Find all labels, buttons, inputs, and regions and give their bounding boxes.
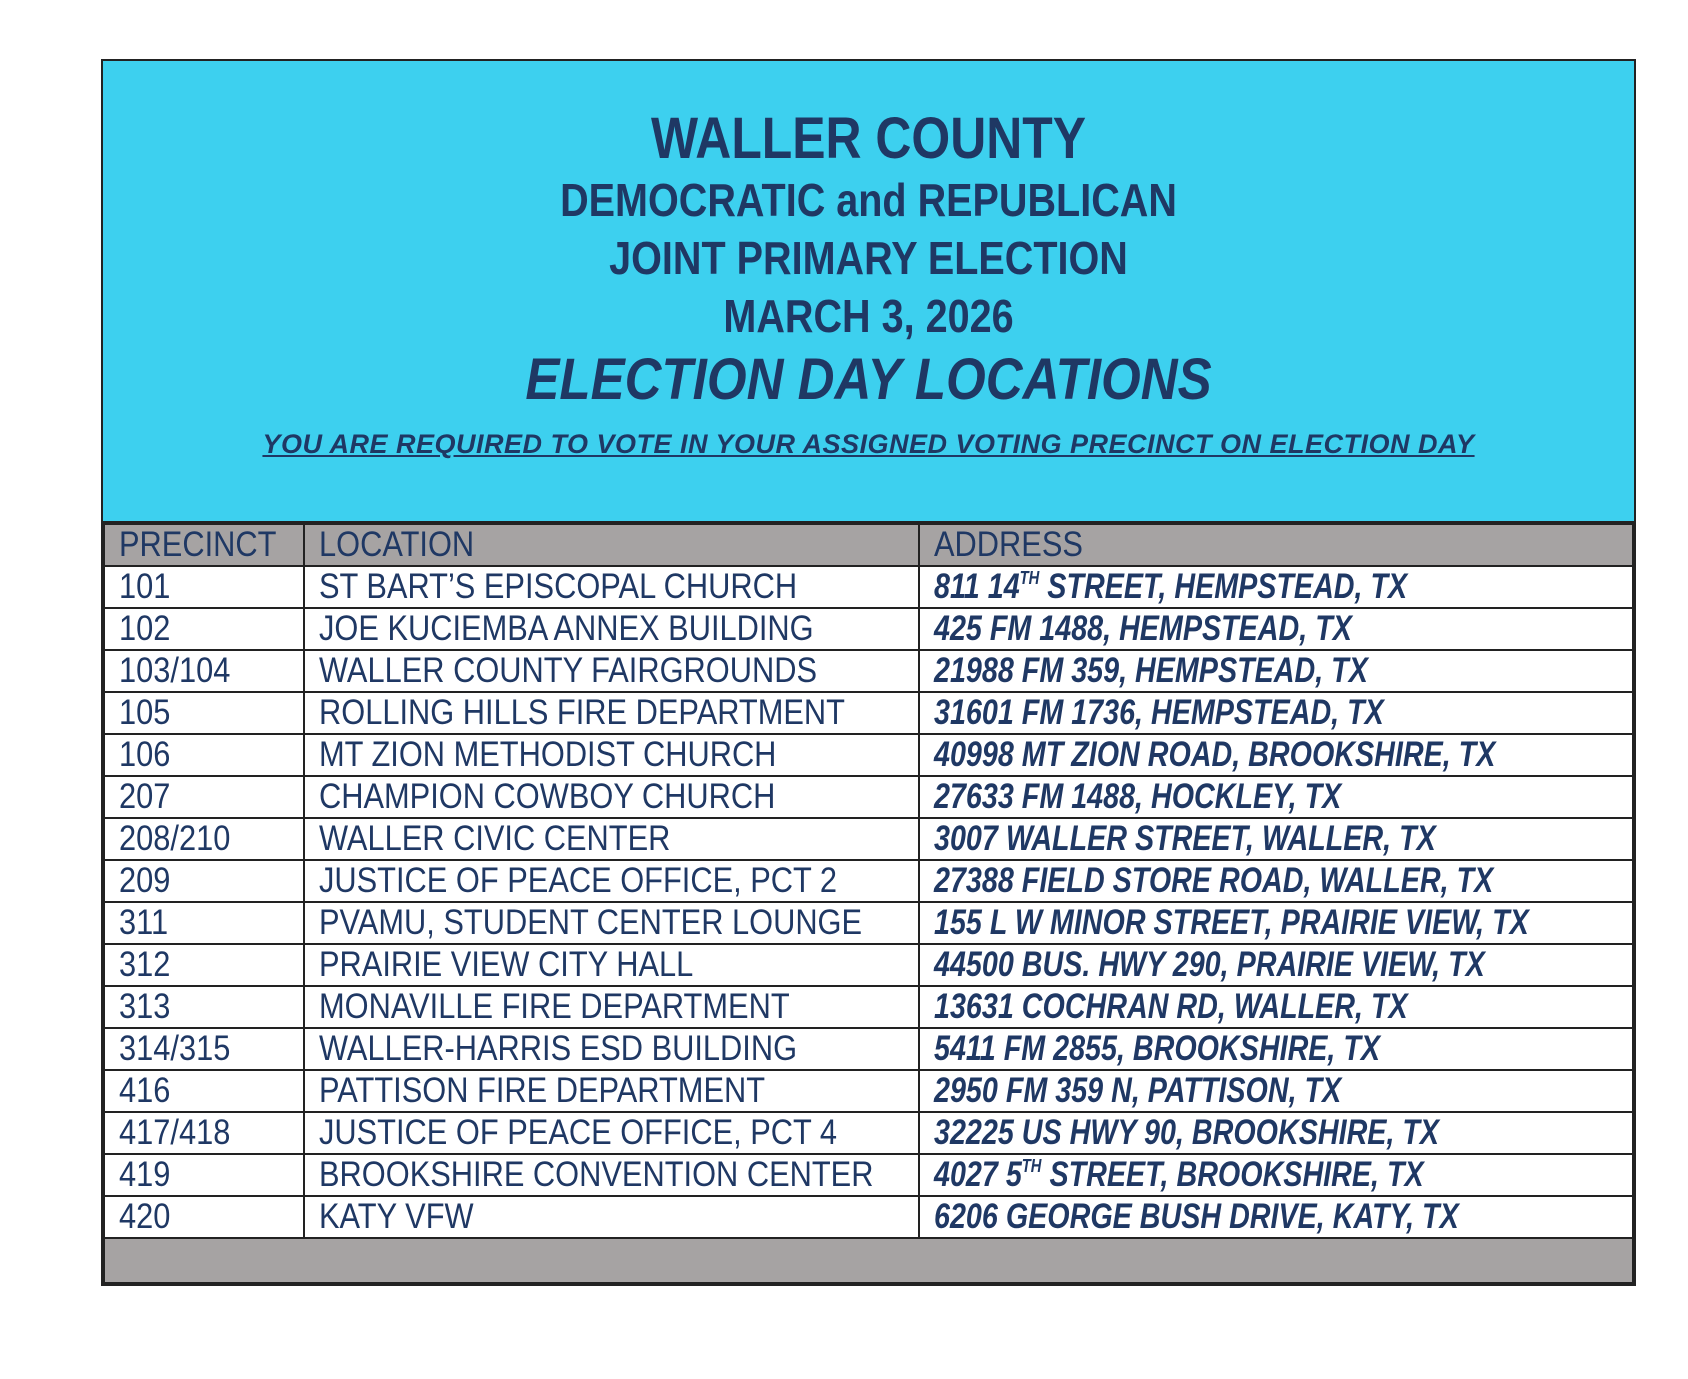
precinct-cell: 207 (104, 776, 304, 818)
location-cell: JUSTICE OF PEACE OFFICE, PCT 4 (304, 1112, 919, 1154)
column-header-location: LOCATION (304, 524, 919, 566)
address-cell: 27633 FM 1488, HOCKLEY, TX (919, 776, 1633, 818)
address-cell: 32225 US HWY 90, BROOKSHIRE, TX (919, 1112, 1633, 1154)
location-cell: PRAIRIE VIEW CITY HALL (304, 944, 919, 986)
location-cell: BROOKSHIRE CONVENTION CENTER (304, 1154, 919, 1196)
table-row (104, 734, 1633, 776)
table-row (104, 986, 1633, 1028)
address-cell: 811 14TH STREET, HEMPSTEAD, TX (919, 566, 1633, 608)
precinct-cell: 101 (104, 566, 304, 608)
header-banner (103, 61, 1634, 523)
location-cell: JOE KUCIEMBA ANNEX BUILDING (304, 608, 919, 650)
election-type: JOINT PRIMARY ELECTION (609, 232, 1128, 284)
table-footer-row (104, 1238, 1633, 1283)
locations-table (103, 523, 1634, 1284)
table-header-row (104, 524, 1633, 566)
address-cell: 4027 5TH STREET, BROOKSHIRE, TX (919, 1154, 1633, 1196)
location-cell: ROLLING HILLS FIRE DEPARTMENT (304, 692, 919, 734)
table-row (104, 1028, 1633, 1070)
location-cell: WALLER-HARRIS ESD BUILDING (304, 1028, 919, 1070)
address-cell: 27388 FIELD STORE ROAD, WALLER, TX (919, 860, 1633, 902)
precinct-cell: 105 (104, 692, 304, 734)
table-row (104, 1112, 1633, 1154)
table-row (104, 692, 1633, 734)
location-cell: WALLER COUNTY FAIRGROUNDS (304, 650, 919, 692)
table-body (104, 566, 1633, 1238)
precinct-cell: 106 (104, 734, 304, 776)
address-cell: 155 L W MINOR STREET, PRAIRIE VIEW, TX (919, 902, 1633, 944)
table-row (104, 608, 1633, 650)
table-row (104, 1070, 1633, 1112)
location-cell: ST BART’S EPISCOPAL CHURCH (304, 566, 919, 608)
location-cell: JUSTICE OF PEACE OFFICE, PCT 2 (304, 860, 919, 902)
election-date: MARCH 3, 2026 (723, 290, 1014, 342)
precinct-cell: 312 (104, 944, 304, 986)
precinct-cell: 209 (104, 860, 304, 902)
table-row (104, 818, 1633, 860)
precinct-cell: 417/418 (104, 1112, 304, 1154)
footer-cell (104, 1238, 1633, 1283)
table-row (104, 650, 1633, 692)
location-cell: CHAMPION COWBOY CHURCH (304, 776, 919, 818)
column-header-precinct: PRECINCT (104, 524, 304, 566)
location-cell: WALLER CIVIC CENTER (304, 818, 919, 860)
precinct-cell: 420 (104, 1196, 304, 1238)
address-cell: 3007 WALLER STREET, WALLER, TX (919, 818, 1633, 860)
table-row (104, 566, 1633, 608)
election-parties: DEMOCRATIC and REPUBLICAN (560, 174, 1177, 226)
precinct-cell: 313 (104, 986, 304, 1028)
location-cell: PATTISON FIRE DEPARTMENT (304, 1070, 919, 1112)
table-row (104, 944, 1633, 986)
county-title: WALLER COUNTY (650, 106, 1087, 171)
location-cell: PVAMU, STUDENT CENTER LOUNGE (304, 902, 919, 944)
address-cell: 5411 FM 2855, BROOKSHIRE, TX (919, 1028, 1633, 1070)
location-cell: MONAVILLE FIRE DEPARTMENT (304, 986, 919, 1028)
precinct-cell: 311 (104, 902, 304, 944)
election-locations-sheet (101, 59, 1636, 1286)
precinct-cell: 103/104 (104, 650, 304, 692)
address-cell: 40998 MT ZION ROAD, BROOKSHIRE, TX (919, 734, 1633, 776)
address-cell: 21988 FM 359, HEMPSTEAD, TX (919, 650, 1633, 692)
address-cell: 425 FM 1488, HEMPSTEAD, TX (919, 608, 1633, 650)
table-row (104, 860, 1633, 902)
table-row (104, 902, 1633, 944)
address-cell: 31601 FM 1736, HEMPSTEAD, TX (919, 692, 1633, 734)
table-row (104, 1196, 1633, 1238)
voting-notice: YOU ARE REQUIRED TO VOTE IN YOUR ASSIGNED VOTING PRECINCT ON ELECTION DAY (262, 429, 1475, 459)
precinct-cell: 314/315 (104, 1028, 304, 1070)
precinct-cell: 416 (104, 1070, 304, 1112)
location-cell: MT ZION METHODIST CHURCH (304, 734, 919, 776)
address-cell: 2950 FM 359 N, PATTISON, TX (919, 1070, 1633, 1112)
column-header-address: ADDRESS (919, 524, 1633, 566)
address-cell: 6206 GEORGE BUSH DRIVE, KATY, TX (919, 1196, 1633, 1238)
page-title: ELECTION DAY LOCATIONS (525, 347, 1212, 412)
address-cell: 13631 COCHRAN RD, WALLER, TX (919, 986, 1633, 1028)
table-row (104, 776, 1633, 818)
precinct-cell: 419 (104, 1154, 304, 1196)
address-cell: 44500 BUS. HWY 290, PRAIRIE VIEW, TX (919, 944, 1633, 986)
precinct-cell: 208/210 (104, 818, 304, 860)
table-row (104, 1154, 1633, 1196)
precinct-cell: 102 (104, 608, 304, 650)
location-cell: KATY VFW (304, 1196, 919, 1238)
